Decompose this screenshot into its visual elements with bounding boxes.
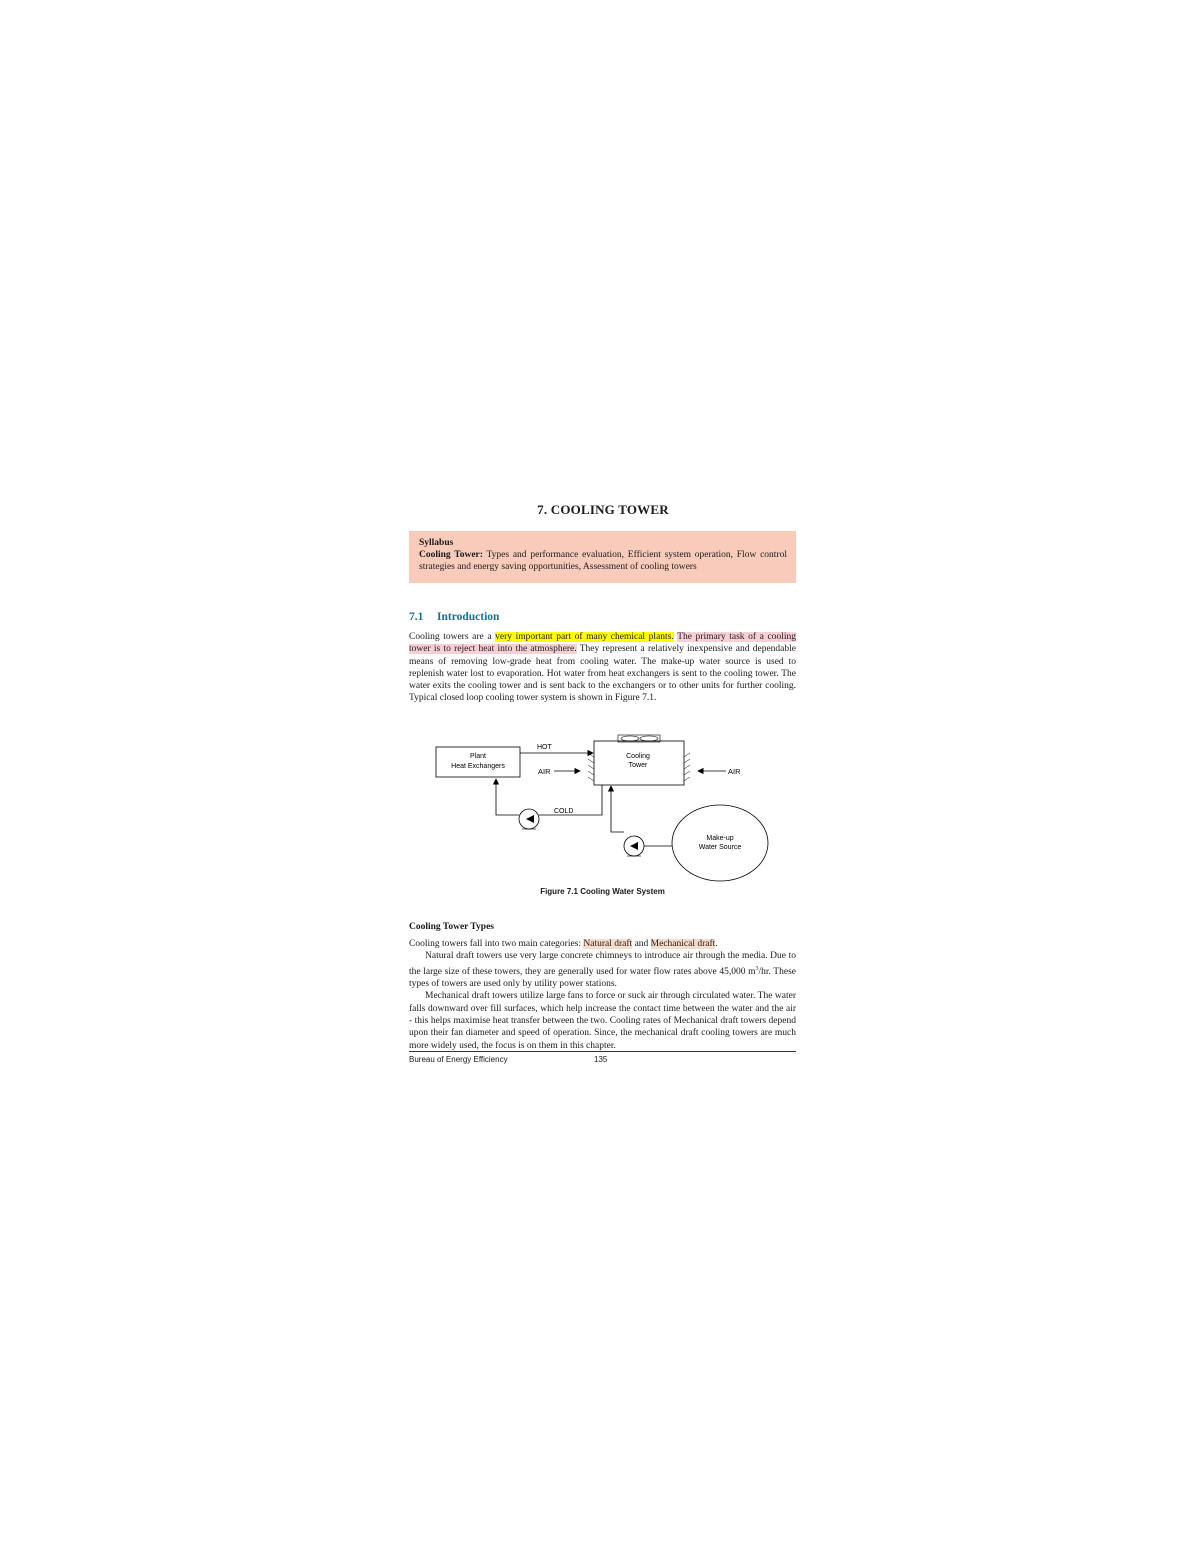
superscript: 3	[755, 965, 759, 972]
footer-rule	[409, 1051, 796, 1052]
mechanical-draft-highlight: Mechanical draft	[650, 939, 716, 949]
syllabus-body: Types and performance evaluation, Efficient system operation, Flow control strategies and energy saving opportunities, Assessment of cooling towers	[419, 550, 787, 573]
heat-exchangers-label: Heat Exchangers	[451, 763, 505, 770]
highlight-yellow: very important part of many chemical plants.	[495, 632, 674, 642]
cooling-label: Cooling	[626, 753, 650, 760]
pump-arrow	[526, 815, 534, 823]
fan-icon	[640, 736, 658, 741]
air-left-label: AIR	[538, 767, 551, 776]
mechanical-draft-paragraph	[409, 990, 796, 1051]
syllabus-label: Cooling Tower:	[419, 550, 483, 560]
intro-paragraph	[409, 631, 796, 705]
section-number: 7.1	[409, 611, 424, 623]
natural-draft-paragraph	[409, 950, 796, 990]
natural-text-end: /hr. These types of towers are used only by utility power stations.	[409, 966, 796, 990]
cold-label: COLD	[554, 808, 574, 815]
makeup-pump-arrow	[630, 842, 638, 850]
footer-publisher: Bureau of Energy Efficiency	[409, 1055, 508, 1064]
cold-to-plant-line	[496, 779, 519, 815]
figure-caption: Figure 7.1 Cooling Water System	[540, 887, 665, 896]
syllabus-text	[419, 549, 787, 574]
natural-text: Natural draft towers use very large concrete chimneys to introduce air through the media. Due to the large size of these towers, they are generally used for water flow rates above 45,000 m	[409, 951, 796, 977]
types-period: .	[715, 939, 718, 949]
types-paragraphs	[409, 938, 796, 1052]
mechanical-text: Mechanical draft towers utilize large fans to force or suck air through circulated water. The water falls downward over fill surfaces, which help increase the contact time between the water and the air - this helps maximise heat transfer between the two. Cooling rates of Mechanical draft towers depend upon their fan diameter and speed of operation. Since, the mechanical draft cooling towers are much more widely used, the focus is on them in this chapter.	[409, 991, 796, 1051]
highlight-pink: The primary task of a cooling tower is to reject heat into the atmosphere.	[409, 632, 796, 655]
makeup-water-source	[672, 805, 768, 881]
plant-label: Plant	[470, 753, 486, 760]
plant-heat-exchangers-box	[436, 747, 520, 777]
air-right-label: AIR	[728, 767, 741, 776]
louvers-left	[588, 753, 594, 781]
section-title: Introduction	[437, 611, 500, 623]
fan-icon	[621, 736, 639, 741]
syllabus-heading: Syllabus	[419, 538, 454, 548]
water-source-label: Water Source	[698, 844, 742, 851]
intro-text-rest: They represent a relatively inexpensive and dependable means of removing low-grade heat from cooling water. The make-up water source is used to replenish water lost to evaporation. Hot water from heat exchangers is sent to the cooling tower. The water exits the cooling tower and is sent back to the exchangers or to other units for further cooling. Typical closed loop cooling tower system is shown in Figure 7.1.	[409, 644, 796, 704]
page-number: 135	[594, 1055, 608, 1064]
types-and: and	[632, 939, 651, 949]
cooling-water-system-diagram	[430, 733, 775, 883]
natural-draft-highlight: Natural draft	[583, 939, 633, 949]
types-intro: Cooling towers fall into two main categories:	[409, 939, 584, 949]
chapter-title: 7. COOLING TOWER	[537, 502, 669, 517]
types-line1	[409, 938, 796, 950]
makeup-to-tower-line	[611, 786, 624, 832]
makeup-label: Make-up	[706, 835, 734, 842]
tower-label: Tower	[628, 762, 648, 769]
louvers-right	[684, 753, 690, 781]
types-heading: Cooling Tower Types	[409, 922, 494, 932]
intro-text: Cooling towers are a	[409, 632, 496, 642]
hot-label: HOT	[537, 744, 552, 751]
section-heading	[409, 611, 499, 623]
